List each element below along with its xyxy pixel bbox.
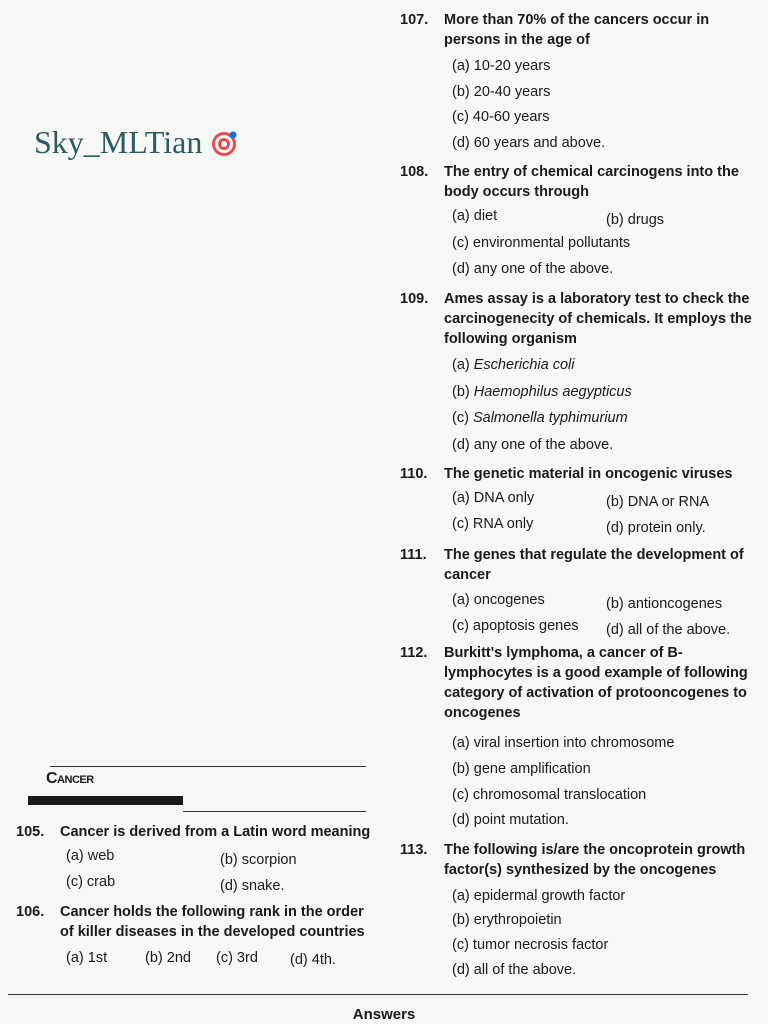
option-b: (b) gene amplification	[452, 761, 591, 777]
option-b: (b) drugs	[606, 212, 665, 228]
question-text: The entry of chemical carcinogens into the body occurs through	[444, 164, 739, 200]
question-text: The genes that regulate the development of cancer	[444, 547, 744, 583]
question-number: 106.	[16, 904, 45, 920]
question-text: Cancer is derived from a Latin word meaning	[60, 824, 371, 840]
option-b: (b) scorpion	[220, 852, 297, 868]
watermark	[34, 124, 240, 161]
question-112	[400, 643, 752, 723]
watermark-text: Sky_MLTian	[34, 124, 203, 160]
question-106	[16, 902, 372, 942]
question-text: Burkitt's lymphoma, a cancer of B-lymphocytes is a good example of following category of activation of protooncogenes to oncogenes	[444, 645, 748, 721]
question-text: Ames assay is a laboratory test to check the carcinogenecity of chemicals. It employs the following organism	[444, 291, 752, 347]
option-a	[452, 357, 575, 373]
question-110	[400, 464, 752, 484]
question-111	[400, 545, 752, 585]
option-a: (a) DNA only	[452, 490, 535, 506]
question-number: 110.	[400, 466, 428, 482]
question-number: 112.	[400, 645, 428, 661]
option-label: (c)	[452, 410, 469, 426]
option-text: Salmonella typhimurium	[472, 410, 628, 426]
section-bar	[28, 796, 183, 805]
option-c: (c) environmental pollutants	[452, 235, 631, 251]
footer-rule	[8, 994, 748, 995]
option-b	[452, 384, 632, 400]
question-number: 105.	[16, 824, 45, 840]
option-d: (d) all of the above.	[452, 962, 577, 978]
option-c: (c) tumor necrosis factor	[452, 937, 609, 953]
option-text: Haemophilus aegypticus	[473, 384, 632, 400]
question-113	[400, 840, 752, 880]
question-105	[16, 822, 372, 842]
section-bottom-rule	[183, 811, 366, 812]
target-icon	[210, 128, 240, 158]
option-c: (c) crab	[66, 874, 116, 890]
option-a: (a) diet	[452, 208, 498, 224]
option-b: (b) 2nd	[145, 950, 191, 966]
option-label: (a)	[452, 357, 470, 373]
option-c: (c) apoptosis genes	[452, 618, 579, 634]
option-d: (d) 4th.	[290, 952, 336, 968]
option-d: (d) snake.	[220, 878, 285, 894]
section-title: Cancer	[46, 770, 94, 787]
option-c: (c) chromosomal translocation	[452, 787, 647, 803]
question-text: The following is/are the oncoprotein growth factor(s) synthesized by the oncogenes	[444, 842, 746, 878]
question-number: 111.	[400, 547, 427, 563]
question-number: 107.	[400, 12, 429, 28]
option-d: (d) any one of the above.	[452, 261, 614, 277]
option-c: (c) 3rd	[216, 950, 258, 966]
option-d: (d) any one of the above.	[452, 437, 614, 453]
option-b: (b) antioncogenes	[606, 596, 723, 612]
option-d: (d) 60 years and above.	[452, 135, 606, 151]
question-108	[400, 162, 752, 202]
option-b: (b) DNA or RNA	[606, 494, 710, 510]
option-a: (a) 10-20 years	[452, 58, 551, 74]
option-c: (c) RNA only	[452, 516, 534, 532]
option-d: (d) point mutation.	[452, 812, 569, 828]
option-d: (d) protein only.	[606, 520, 706, 536]
question-109	[400, 289, 752, 349]
question-text: More than 70% of the cancers occur in persons in the age of	[444, 12, 710, 48]
option-a: (a) viral insertion into chromosome	[452, 735, 675, 751]
question-number: 108.	[400, 164, 429, 180]
option-b: (b) erythropoietin	[452, 912, 562, 928]
option-c	[452, 410, 628, 426]
option-d: (d) all of the above.	[606, 622, 731, 638]
option-c: (c) 40-60 years	[452, 109, 550, 125]
option-a: (a) 1st	[66, 950, 108, 966]
question-text: Cancer holds the following rank in the order of killer diseases in the developed countries	[60, 904, 365, 940]
option-label: (b)	[452, 384, 470, 400]
question-107	[400, 10, 752, 50]
option-a: (a) web	[66, 848, 115, 864]
option-a: (a) epidermal growth factor	[452, 888, 626, 904]
option-text: Escherichia coli	[473, 357, 575, 373]
question-number: 109.	[400, 291, 429, 307]
question-number: 113.	[400, 842, 428, 858]
option-b: (b) 20-40 years	[452, 84, 551, 100]
answers-heading: Answers	[352, 1006, 416, 1023]
question-text: The genetic material in oncogenic viruses	[444, 466, 733, 482]
section-top-rule	[50, 766, 366, 767]
option-a: (a) oncogenes	[452, 592, 545, 608]
